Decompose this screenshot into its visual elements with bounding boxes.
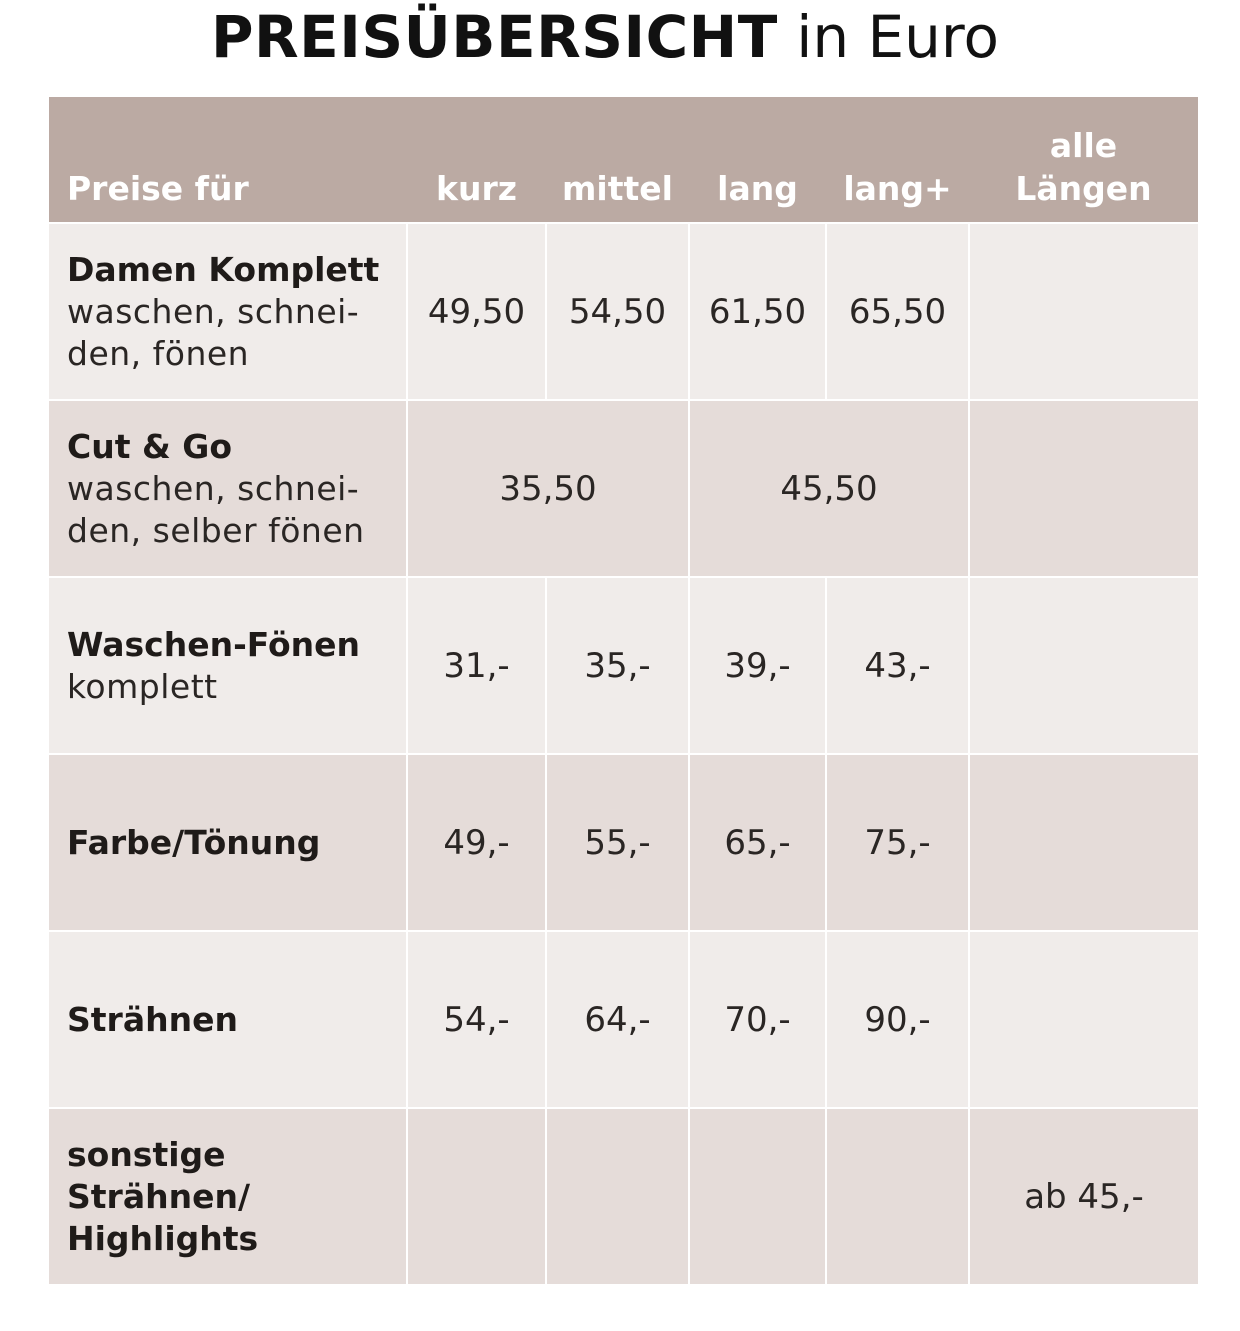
price-mittel: 54,50 [546, 223, 689, 400]
price-lang: 70,- [689, 931, 826, 1108]
price-lang-plus: 43,- [826, 577, 969, 754]
header-alle-line2: Längen [1015, 169, 1152, 208]
service-name: Strähnen [67, 999, 238, 1039]
service-cell [49, 577, 407, 754]
price-alle [969, 223, 1198, 400]
service-name: Cut & Go [67, 426, 232, 466]
price-kurz: 49,50 [407, 223, 546, 400]
price-lang: 65,- [689, 754, 826, 931]
service-desc: den, selber fönen [67, 510, 365, 550]
header-mittel: mittel [546, 97, 689, 223]
service-cell [49, 223, 407, 400]
price-lang-plus [826, 1108, 969, 1285]
header-alle-laengen [969, 97, 1198, 223]
price-lang: 39,- [689, 577, 826, 754]
price-mittel: 35,- [546, 577, 689, 754]
table-row [49, 577, 1198, 754]
price-table [49, 97, 1198, 1286]
service-name: Highlights [67, 1218, 259, 1258]
service-cell [49, 400, 407, 577]
service-name: Strähnen/ [67, 1176, 250, 1216]
service-name: Waschen-Fönen [67, 624, 361, 664]
service-desc: waschen, schnei- [67, 291, 360, 331]
price-alle [969, 754, 1198, 931]
price-mittel [546, 1108, 689, 1285]
price-kurz-mittel: 35,50 [407, 400, 689, 577]
page-title [0, 2, 1210, 72]
service-desc: den, fönen [67, 333, 250, 373]
service-cell [49, 754, 407, 931]
service-desc: komplett [67, 666, 218, 706]
price-lang-langplus: 45,50 [689, 400, 969, 577]
price-alle [969, 931, 1198, 1108]
price-kurz [407, 1108, 546, 1285]
header-kurz: kurz [407, 97, 546, 223]
service-name: Farbe/Tönung [67, 822, 321, 862]
header-lang: lang [689, 97, 826, 223]
title-light: in Euro [796, 3, 999, 71]
price-kurz: 49,- [407, 754, 546, 931]
service-cell [49, 1108, 407, 1285]
price-kurz: 54,- [407, 931, 546, 1108]
table-row [49, 931, 1198, 1108]
price-kurz: 31,- [407, 577, 546, 754]
price-alle [969, 577, 1198, 754]
table-row [49, 754, 1198, 931]
service-name: sonstige [67, 1134, 226, 1174]
price-mittel: 55,- [546, 754, 689, 931]
header-row [49, 97, 1198, 223]
price-alle: ab 45,- [969, 1108, 1198, 1285]
price-mittel: 64,- [546, 931, 689, 1108]
header-label: Preise für [49, 97, 407, 223]
price-alle [969, 400, 1198, 577]
header-lang-plus: lang+ [826, 97, 969, 223]
price-lang [689, 1108, 826, 1285]
price-lang-plus: 90,- [826, 931, 969, 1108]
price-lang-plus: 75,- [826, 754, 969, 931]
service-desc: waschen, schnei- [67, 468, 360, 508]
price-lang-plus: 65,50 [826, 223, 969, 400]
header-alle-line1: alle [1049, 126, 1118, 165]
service-name: Damen Komplett [67, 249, 380, 289]
title-bold: PREISÜBERSICHT [211, 3, 778, 71]
table-row [49, 1108, 1198, 1285]
table-row [49, 400, 1198, 577]
service-cell [49, 931, 407, 1108]
table-row [49, 223, 1198, 400]
price-lang: 61,50 [689, 223, 826, 400]
